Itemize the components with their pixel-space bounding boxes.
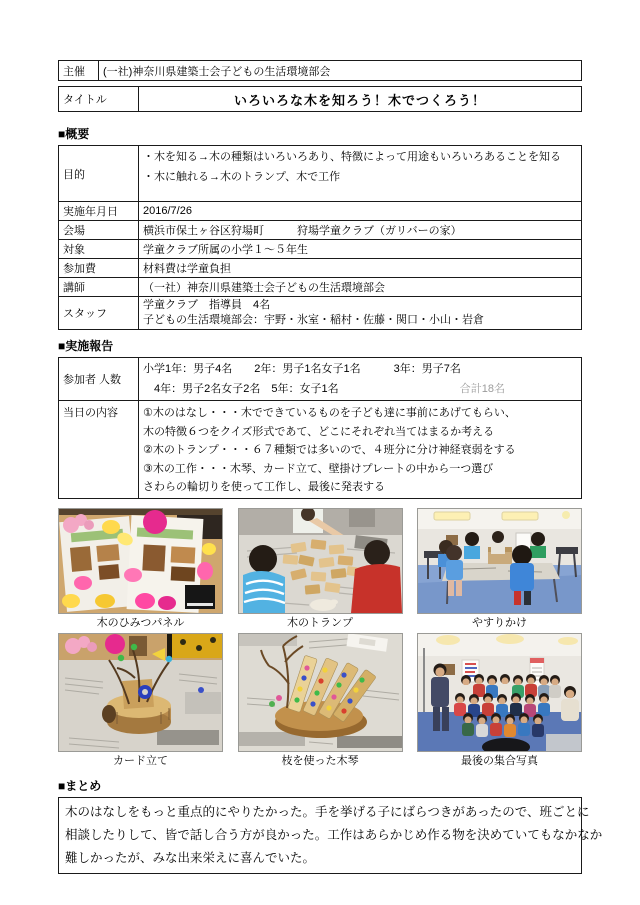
participants-total: 合計18名 <box>459 383 505 395</box>
photo-card-stand-image <box>58 633 223 752</box>
staff-label: スタッフ <box>59 297 139 330</box>
photo-caption: 最後の集合写真 <box>461 754 538 767</box>
summary-line: 難しかったが、みな出来栄えに喜んでいた。 <box>65 850 316 865</box>
organizer-value: (一社)神奈川県建築士会子どもの生活環境部会 <box>99 61 582 81</box>
title-table <box>58 86 582 112</box>
participants-value <box>139 358 582 401</box>
contents-row <box>59 401 582 499</box>
page-title: いろいろな木を知ろう！木でつくろう！ <box>139 87 582 112</box>
contents-line: ③木の工作・・・木琴、カード立て、壁掛けプレートの中から一つ選び <box>143 462 494 475</box>
fee-row <box>59 259 582 278</box>
venue-row <box>59 221 582 240</box>
venue-value: 横浜市保土ヶ谷区狩場町 狩場学童クラブ（ガリバーの家） <box>139 221 582 240</box>
instructor-label: 講師 <box>59 278 139 297</box>
fee-label: 参加費 <box>59 259 139 278</box>
photo-caption: 木のトランプ <box>287 616 353 629</box>
summary-box <box>58 797 603 874</box>
participants-row <box>59 358 582 401</box>
title-label: タイトル <box>59 87 139 112</box>
photo-caption: やすりかけ <box>472 616 527 629</box>
purpose-label: 目的 <box>59 146 139 202</box>
photo-grid <box>58 508 582 771</box>
photo-caption: カード立て <box>113 754 168 767</box>
staff-row <box>59 297 582 330</box>
photo-group-photo-image <box>417 633 582 752</box>
report-heading: ■実施報告 <box>58 339 114 353</box>
summary-heading: ■まとめ <box>58 778 102 793</box>
report-content <box>58 0 603 874</box>
overview-table <box>58 145 582 330</box>
overview-heading: ■概要 <box>58 127 90 141</box>
participants-line: 4年：男子2名女子2名 5年：女子1名 合計18名 <box>143 379 577 399</box>
photo-caption: 枝を使った木琴 <box>281 754 359 767</box>
contents-value <box>139 401 582 499</box>
summary-line: 相談したりして、皆で話し合う方が良かった。工作はあらかじめ作る物を決めていてもなかなか <box>65 827 603 842</box>
instructor-row <box>59 278 582 297</box>
photo-sanding-image <box>417 508 582 614</box>
target-value: 学童クラブ所属の小学１～５年生 <box>139 240 582 259</box>
organizer-label: 主催 <box>59 61 99 81</box>
photo-row-1 <box>58 508 582 633</box>
organizer-table <box>58 60 582 81</box>
photo-sanding <box>417 508 582 633</box>
contents-line: 木の特徴６つをクイズ形式であて、どこにそれぞれ当てはまるか考える <box>143 425 495 438</box>
summary-line: 木のはなしをもっと重点的にやりたかった。手を挙げる子にばらつきがあったので、班ごとに <box>65 804 590 819</box>
photo-wood-secret-panel-image <box>58 508 223 614</box>
participants-line: 小学1年：男子4名 2年：男子1名女子1名 3年：男子7名 <box>143 363 461 375</box>
target-row <box>59 240 582 259</box>
photo-caption: 木のひみつパネル <box>96 616 185 629</box>
date-label: 実施年月日 <box>59 202 139 221</box>
organizer-row <box>59 61 582 81</box>
photo-wood-trump-cards <box>238 508 403 633</box>
target-label: 対象 <box>59 240 139 259</box>
report-table <box>58 357 582 499</box>
purpose-value <box>139 146 582 202</box>
staff-line: 学童クラブ 指導員 4名 <box>143 299 271 311</box>
contents-line: ②木のトランプ・・・６７種類では多いので、４班分に分け神経衰弱をする <box>143 444 516 456</box>
date-row <box>59 202 582 221</box>
venue-label: 会場 <box>59 221 139 240</box>
photo-wood-trump-cards-image <box>238 508 403 614</box>
fee-value: 材料費は学童負担 <box>139 259 582 278</box>
staff-line: 子どもの生活環境部会：宇野・氷室・稲村・佐藤・関口・小山・岩倉 <box>143 314 484 326</box>
purpose-line: ・木を知る→木の種類はいろいろあり、特徴によって用途もいろいろあることを知る <box>143 151 561 163</box>
title-row <box>59 87 582 112</box>
contents-label: 当日の内容 <box>59 401 139 499</box>
photo-branch-xylophone <box>238 633 403 771</box>
photo-card-stand <box>58 633 223 771</box>
participants-label: 参加者 人数 <box>59 358 139 401</box>
photo-group-photo <box>417 633 582 771</box>
contents-line: ①木のはなし・・・木でできているものを子ども達に事前にあげてもらい、 <box>143 407 516 419</box>
photo-branch-xylophone-image <box>238 633 403 752</box>
date-value: 2016/7/26 <box>139 202 582 221</box>
photo-wood-secret-panel <box>58 508 223 633</box>
contents-line: さわらの輪切りを使って工作し、最後に発表する <box>143 481 385 493</box>
photo-row-2 <box>58 633 582 771</box>
purpose-line: ・木に触れる→木のトランプ、木で工作 <box>143 171 341 183</box>
staff-value <box>139 297 582 330</box>
purpose-row <box>59 146 582 202</box>
instructor-value: （一社）神奈川県建築士会子どもの生活環境部会 <box>139 278 582 297</box>
